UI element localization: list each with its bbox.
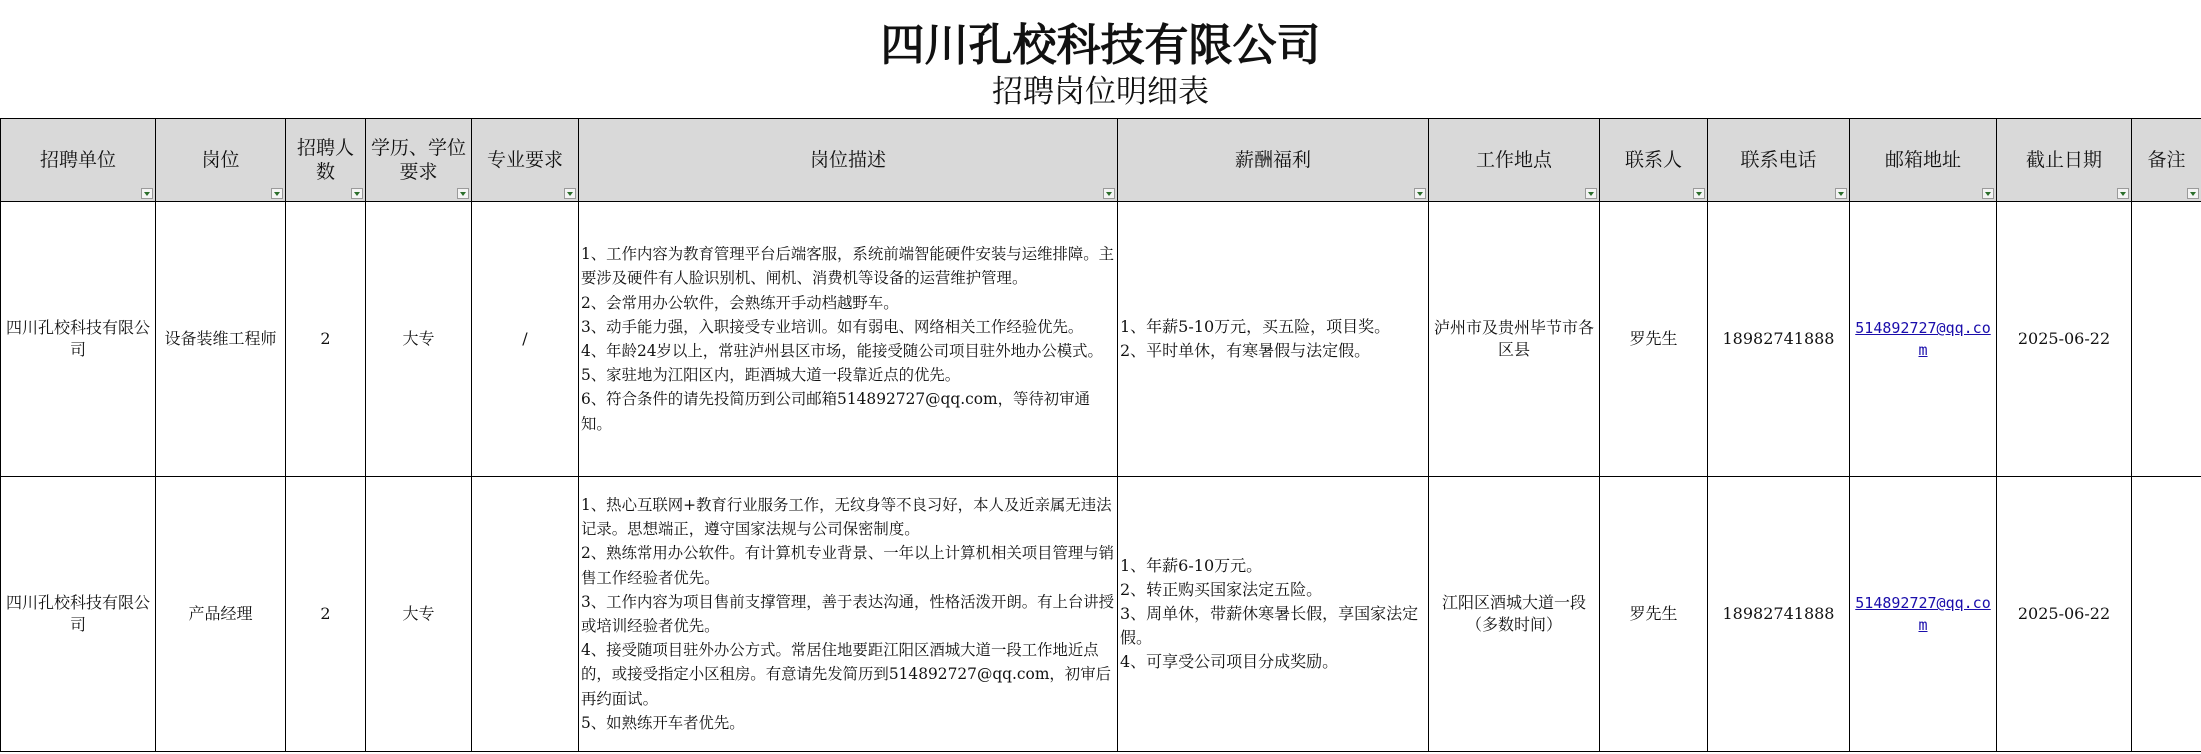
filter-dropdown-icon[interactable]: [1693, 188, 1705, 199]
filter-dropdown-icon[interactable]: [2187, 188, 2199, 199]
filter-dropdown-icon[interactable]: [271, 188, 283, 199]
description-line: 2、熟练常用办公软件。有计算机专业背景、一年以上计算机相关项目管理与销售工作经验者优先。: [581, 544, 1115, 587]
cell-benefits[interactable]: [1118, 477, 1429, 752]
benefit-line: 1、年薪6-10万元。: [1120, 556, 1263, 575]
cell-contact[interactable]: 罗先生: [1600, 477, 1708, 752]
cell-deadline[interactable]: 2025-06-22: [1997, 477, 2132, 752]
header-benefits[interactable]: 薪酬福利: [1118, 119, 1429, 202]
cell-education[interactable]: 大专: [366, 477, 472, 752]
cell-unit[interactable]: 四川孔校科技有限公司: [1, 202, 156, 477]
cell-remark[interactable]: [2132, 477, 2201, 752]
cell-major[interactable]: [472, 477, 579, 752]
filter-dropdown-icon[interactable]: [564, 188, 576, 199]
header-education[interactable]: 学历、学位要求: [366, 119, 472, 202]
cell-contact[interactable]: 罗先生: [1600, 202, 1708, 477]
header-unit[interactable]: 招聘单位: [1, 119, 156, 202]
filter-dropdown-icon[interactable]: [351, 188, 363, 199]
header-count[interactable]: 招聘人数: [286, 119, 366, 202]
description-line: 4、年龄24岁以上，常驻泸州县区市场，能接受随公司项目驻外地办公模式。: [581, 342, 1103, 360]
filter-dropdown-icon[interactable]: [1982, 188, 1994, 199]
filter-dropdown-icon[interactable]: [1585, 188, 1597, 199]
description-line: 3、工作内容为项目售前支撑管理，善于表达沟通，性格活泼开朗。有上台讲授或培训经验者优先。: [581, 592, 1115, 635]
description-line: 2、会常用办公软件，会熟练开手动档越野车。: [581, 293, 899, 312]
cell-location[interactable]: 泸州市及贵州毕节市各区县: [1429, 202, 1600, 477]
header-deadline[interactable]: 截止日期: [1997, 119, 2132, 202]
filter-dropdown-icon[interactable]: [1414, 188, 1426, 199]
cell-email[interactable]: [1850, 202, 1997, 477]
table-row: [1, 202, 2201, 477]
cell-count[interactable]: 2: [286, 477, 366, 752]
email-link[interactable]: 514892727@qq.com: [1855, 319, 1991, 359]
header-phone[interactable]: 联系电话: [1708, 119, 1850, 202]
email-link[interactable]: 514892727@qq.com: [1855, 594, 1991, 634]
description-line: 6、符合条件的请先投简历到公司邮箱514892727@qq.com，等待初审通知。: [581, 390, 1090, 433]
filter-dropdown-icon[interactable]: [2117, 188, 2129, 199]
header-description[interactable]: 岗位描述: [579, 119, 1118, 202]
cell-unit[interactable]: 四川孔校科技有限公司: [1, 477, 156, 752]
description-line: 1、热心互联网+教育行业服务工作，无纹身等不良习好，本人及近亲属无违法记录。思想端正，遵守国家法规与公司保密制度。: [581, 495, 1112, 539]
benefit-line: 1、年薪5-10万元，买五险，项目奖。: [1120, 317, 1391, 336]
table-row: [1, 477, 2201, 752]
header-row: [1, 119, 2201, 202]
header-email[interactable]: 邮箱地址: [1850, 119, 1997, 202]
header-position[interactable]: 岗位: [156, 119, 286, 202]
filter-dropdown-icon[interactable]: [1103, 188, 1115, 199]
header-remark[interactable]: 备注: [2132, 119, 2201, 202]
cell-remark[interactable]: [2132, 202, 2201, 477]
description-line: 3、动手能力强，入职接受专业培训。如有弱电、网络相关工作经验优先。: [581, 317, 1084, 336]
cell-benefits[interactable]: [1118, 202, 1429, 477]
description-line: 1、工作内容为教育管理平台后端客服，系统前端智能硬件安装与运维排障。主要涉及硬件有人脸识别机、闸机、消费机等设备的运营维护管理。: [581, 245, 1115, 288]
header-major[interactable]: 专业要求: [472, 119, 579, 202]
cell-location[interactable]: 江阳区酒城大道一段（多数时间）: [1429, 477, 1600, 752]
cell-deadline[interactable]: 2025-06-22: [1997, 202, 2132, 477]
benefit-line: 4、可享受公司项目分成奖励。: [1120, 652, 1339, 671]
cell-position[interactable]: 产品经理: [156, 477, 286, 752]
cell-count[interactable]: 2: [286, 202, 366, 477]
cell-phone[interactable]: 18982741888: [1708, 202, 1850, 477]
cell-phone[interactable]: 18982741888: [1708, 477, 1850, 752]
header-contact[interactable]: 联系人: [1600, 119, 1708, 202]
cell-description[interactable]: [579, 477, 1118, 752]
benefit-line: 2、平时单休，有寒暑假与法定假。: [1120, 341, 1371, 360]
description-line: 5、家驻地为江阳区内，距酒城大道一段靠近点的优先。: [581, 366, 961, 385]
description-line: 4、接受随项目驻外办公方式。常居住地要距江阳区酒城大道一段工作地近点的，或接受指定小区租房。有意请先发简历到514892727@qq.com，初审后再约面试。: [581, 641, 1111, 708]
benefit-line: 2、转正购买国家法定五险。: [1120, 580, 1323, 599]
cell-position[interactable]: 设备装维工程师: [156, 202, 286, 477]
recruitment-table: [0, 118, 2201, 752]
filter-dropdown-icon[interactable]: [141, 188, 153, 199]
benefit-line: 3、周单休，带薪休寒暑长假，享国家法定假。: [1120, 604, 1419, 647]
filter-dropdown-icon[interactable]: [1835, 188, 1847, 199]
cell-email[interactable]: [1850, 477, 1997, 752]
description-line: 5、如熟练开车者优先。: [581, 713, 745, 732]
filter-dropdown-icon[interactable]: [457, 188, 469, 199]
cell-major[interactable]: /: [472, 202, 579, 477]
cell-description[interactable]: [579, 202, 1118, 477]
header-location[interactable]: 工作地点: [1429, 119, 1600, 202]
cell-education[interactable]: 大专: [366, 202, 472, 477]
page-title: 四川孔校科技有限公司: [880, 20, 1321, 71]
page-subtitle: 招聘岗位明细表: [992, 74, 1209, 110]
